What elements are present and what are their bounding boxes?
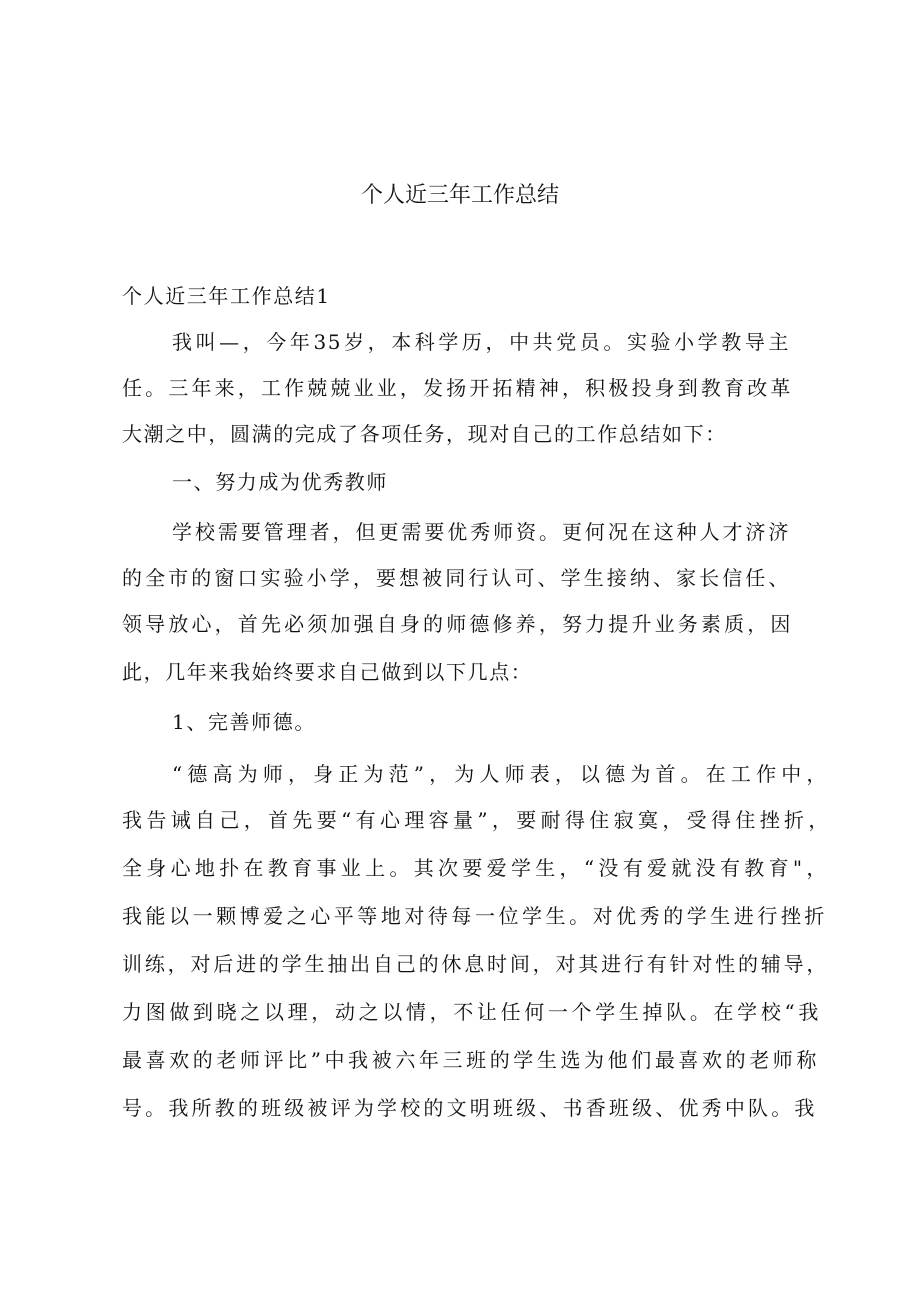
paragraph-line: 我告诫自己，首先要“有心理容量”，要耐得住寂寞，受得住挫折， xyxy=(122,808,830,832)
paragraph-line: 力图做到晓之以理，动之以情，不让任何一个学生掉队。在学校“我 xyxy=(122,1000,820,1024)
paragraph-line: 我能以一颗博爱之心平等地对待每一位学生。对优秀的学生进行挫折 xyxy=(122,904,826,928)
paragraph-line: 训练，对后进的学生抽出自己的休息时间，对其进行有针对性的辅导， xyxy=(122,952,828,976)
document-title: 个人近三年工作总结 xyxy=(360,183,559,208)
paragraph-line: 最喜欢的老师评比”中我被六年三班的学生选为他们最喜欢的老师称 xyxy=(122,1048,818,1072)
subsection-heading: 一、努力成为优秀教师 xyxy=(172,470,388,494)
section-heading: 个人近三年工作总结1 xyxy=(122,284,331,308)
paragraph-line: 此，几年来我始终要求自己做到以下几点： xyxy=(122,660,533,684)
list-item-heading: 1、完善师德。 xyxy=(172,710,316,734)
paragraph-line: 大潮之中，圆满的完成了各项任务，现对自己的工作总结如下： xyxy=(122,422,727,446)
paragraph-line: 的全市的窗口实验小学，要想被同行认可、学生接纳、家长信任、 xyxy=(122,566,790,590)
paragraph-line: 全身心地扑在教育事业上。其次要爱学生，“没有爱就没有教育"， xyxy=(122,856,828,880)
paragraph-line: 任。三年来，工作兢兢业业，发扬开拓精神，积极投身到教育改革 xyxy=(122,376,792,400)
paragraph-line: 号。我所教的班级被评为学校的文明班级、书香班级、优秀中队。我 xyxy=(122,1096,816,1120)
paragraph-line: 我叫—，今年35岁，本科学历，中共党员。实验小学教导主 xyxy=(172,330,790,354)
paragraph-line: “德高为师，身正为范”，为人师表，以德为首。在工作中， xyxy=(172,762,828,786)
paragraph-line: 学校需要管理者，但更需要优秀师资。更何况在这种人才济济 xyxy=(172,520,790,544)
paragraph-line: 领导放心，首先必须加强自身的师德修养，努力提升业务素质，因 xyxy=(122,612,792,636)
